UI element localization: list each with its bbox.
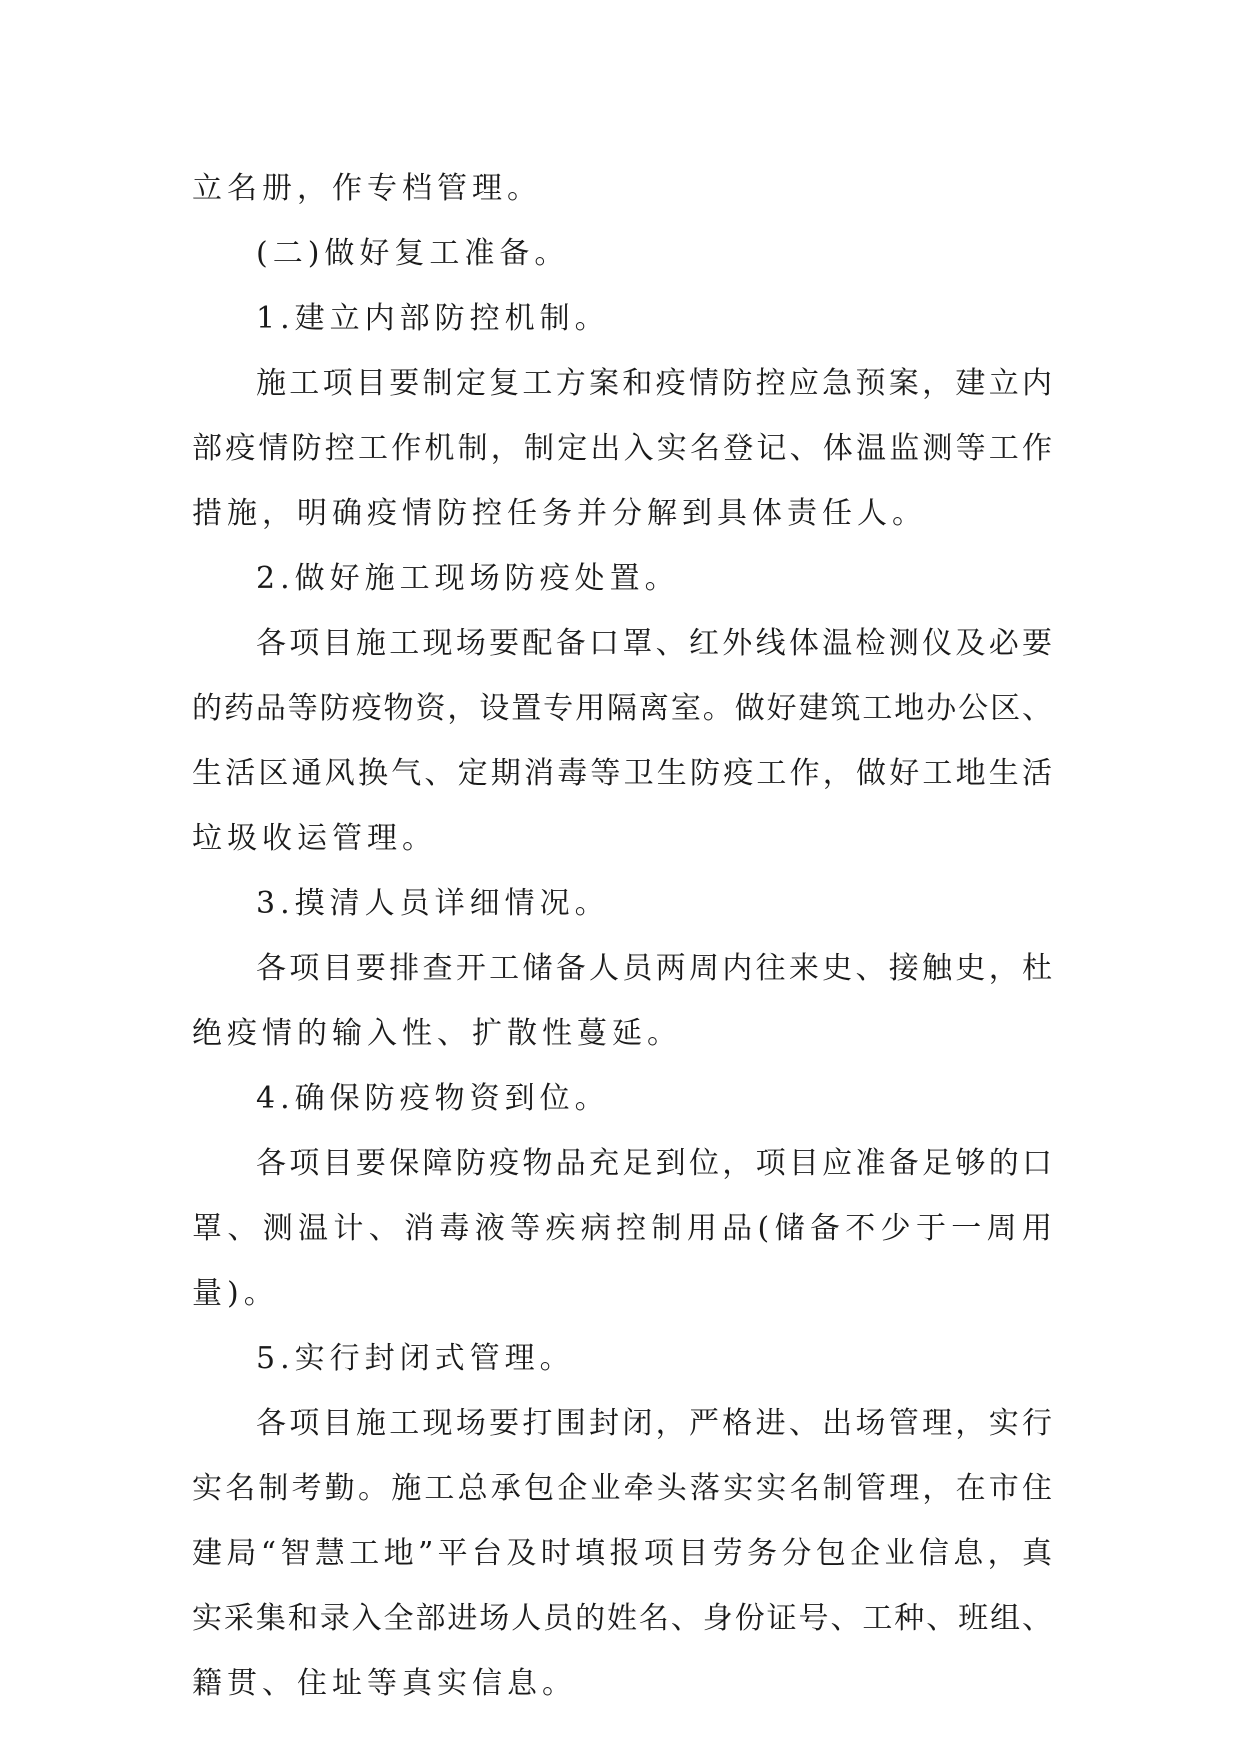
subsection-heading: 4.确保防疫物资到位。: [256, 1081, 610, 1116]
subsection-heading: 2.做好施工现场防疫处置。: [256, 561, 680, 596]
text-line: 籍贯、住址等真实信息。: [192, 1666, 577, 1701]
text-line: 量)。: [192, 1276, 279, 1311]
text-line: 实采集和录入全部进场人员的姓名、身份证号、工种、班组、: [192, 1601, 1052, 1636]
text-line: 施工项目要制定复工方案和疫情防控应急预案，建立内: [256, 366, 1052, 401]
text-line: 的药品等防疫物资，设置专用隔离室。做好建筑工地办公区、: [192, 691, 1052, 726]
subsection-heading: 1.建立内部防控机制。: [256, 301, 610, 336]
text-line: 实名制考勤。施工总承包企业牵头落实实名制管理，在市住: [192, 1471, 1052, 1506]
text-line: 各项目要保障防疫物品充足到位，项目应准备足够的口: [256, 1146, 1052, 1181]
subsection-heading: 5.实行封闭式管理。: [256, 1341, 575, 1376]
body-text: [192, 156, 1052, 1716]
text-line: 部疫情防控工作机制，制定出入实名登记、体温监测等工作: [192, 431, 1052, 466]
section-heading: (二)做好复工准备。: [256, 236, 570, 271]
text-line: 绝疫情的输入性、扩散性蔓延。: [192, 1016, 682, 1051]
text-line: 建局“智慧工地”平台及时填报项目劳务分包企业信息，真: [192, 1536, 1052, 1571]
subsection-heading: 3.摸清人员详细情况。: [256, 886, 610, 921]
text-line: 各项目施工现场要配备口罩、红外线体温检测仪及必要: [256, 626, 1052, 661]
text-line: 各项目施工现场要打围封闭，严格进、出场管理，实行: [256, 1406, 1052, 1441]
text-line: 措施，明确疫情防控任务并分解到具体责任人。: [192, 496, 927, 531]
text-line: 生活区通风换气、定期消毒等卫生防疫工作，做好工地生活: [192, 756, 1052, 791]
text-line: 各项目要排查开工储备人员两周内往来史、接触史，杜: [256, 951, 1052, 986]
text-line: 罩、测温计、消毒液等疾病控制用品(储备不少于一周用: [192, 1211, 1052, 1246]
text-line: 立名册，作专档管理。: [192, 171, 542, 206]
text-line: 垃圾收运管理。: [192, 821, 437, 856]
